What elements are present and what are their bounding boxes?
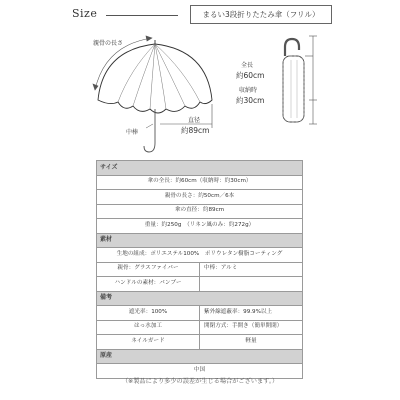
water-repellent-cell: はっ水加工 (97, 320, 200, 335)
folded-length-value: 約30cm (236, 96, 265, 105)
notes-section-header (97, 291, 303, 306)
total-length-label: 全長 (241, 62, 254, 69)
uv-rate-cell: 紫外線遮蔽率：99.9%以上 (200, 306, 303, 321)
shading-rate-cell: 遮光率：100% (97, 306, 200, 321)
table-row (97, 262, 303, 277)
size-header: サイズ (97, 161, 303, 176)
table-row (97, 204, 303, 219)
folded-umbrella-icon (283, 39, 304, 122)
material-section-header (97, 233, 303, 248)
folded-dimensions (305, 36, 317, 124)
diameter-cell: 傘の直径：約89cm (97, 204, 303, 219)
total-length-value: 約60cm (236, 71, 265, 80)
table-row (97, 335, 303, 350)
empty-cell (200, 277, 303, 292)
table-row (97, 219, 303, 234)
shaft-cell: 中棒：アルミ (200, 262, 303, 277)
opening-cell: 開閉方式：手開き（簡単開閉） (200, 320, 303, 335)
total-length-cell: 傘の全長：約60cm（収納時：約30cm） (97, 175, 303, 190)
spec-table (96, 160, 303, 379)
weight-cell: 重量：約250g （リネン風のみ：約272g） (97, 219, 303, 234)
table-row (97, 190, 303, 205)
table-row (97, 277, 303, 292)
rib-length-label: 親骨の長さ (93, 40, 124, 47)
origin-cell: 中国 (97, 364, 303, 379)
shaft-label: 中棒 (126, 129, 139, 136)
size-section-header (97, 161, 303, 176)
table-row (97, 248, 303, 263)
umbrella-size-diagram (0, 0, 400, 160)
diameter-value: 約89cm (181, 126, 210, 135)
diameter-label: 直径 (188, 117, 201, 124)
table-row (97, 320, 303, 335)
ribs-cell: 親骨：グラスファイバー (97, 262, 200, 277)
origin-section-header (97, 349, 303, 364)
folded-length-label: 収納時 (239, 87, 258, 94)
handle-cell: ハンドルの素材：バンブー (97, 277, 200, 292)
footnote: （※製品により多少の誤差が生じる場合がございます。） (121, 378, 279, 385)
notes-header: 備考 (97, 291, 303, 306)
size-title: Size (72, 7, 98, 20)
table-row (97, 175, 303, 190)
product-name: まるい3段折りたたみ傘（フリル） (190, 5, 332, 24)
nail-guard-cell: ネイルガード (97, 335, 200, 350)
rib-length-cell: 親骨の長さ：約50cm／6本 (97, 190, 303, 205)
fabric-cell: 生地の組成：ポリエステル100% ポリウレタン樹脂コーティング (97, 248, 303, 263)
origin-header: 原産 (97, 349, 303, 364)
weight-class-cell: 軽量 (200, 335, 303, 350)
table-row (97, 306, 303, 321)
material-header: 素材 (97, 233, 303, 248)
